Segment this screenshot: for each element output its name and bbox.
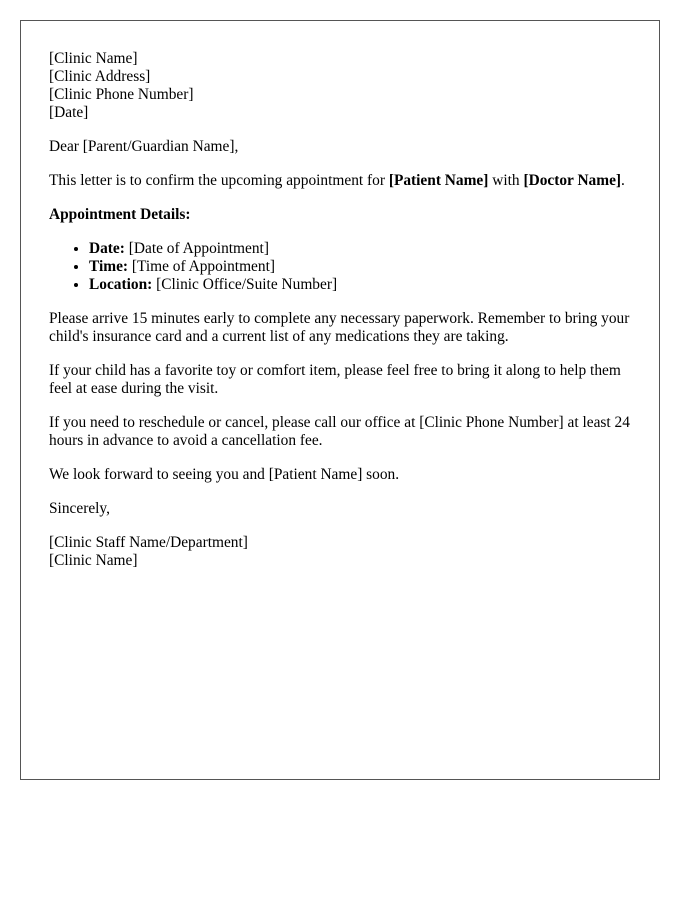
details-value: [Time of Appointment]	[128, 258, 275, 275]
intro-doctor-name: [Doctor Name]	[523, 172, 622, 189]
salutation: Dear [Parent/Guardian Name],	[49, 138, 239, 155]
details-value: [Clinic Office/Suite Number]	[152, 276, 338, 293]
reschedule-paragraph: If you need to reschedule or cancel, please call our office at [Clinic Phone Number] at least 24 hours in advance to avoid a cancellation fee.	[49, 414, 630, 449]
signature-block	[49, 534, 631, 570]
details-heading	[49, 206, 631, 224]
signoff-clinic-name: [Clinic Name]	[49, 552, 138, 569]
details-item-location	[89, 276, 631, 294]
clinic-address: [Clinic Address]	[49, 68, 151, 85]
letter-page	[20, 20, 660, 780]
details-item-time	[89, 258, 631, 276]
intro-patient-name: [Patient Name]	[388, 172, 489, 189]
details-value: [Date of Appointment]	[124, 240, 269, 257]
details-label: Location:	[89, 276, 153, 293]
details-item-date	[89, 240, 631, 258]
clinic-name: [Clinic Name]	[49, 50, 138, 67]
comfort-paragraph: If your child has a favorite toy or comfort item, please feel free to bring it along to help them feel at ease during the visit.	[49, 362, 621, 397]
letter-date: [Date]	[49, 104, 89, 121]
clinic-phone: [Clinic Phone Number]	[49, 86, 194, 103]
details-heading-text: Appointment Details:	[49, 206, 191, 223]
staff-name: [Clinic Staff Name/Department]	[49, 534, 248, 551]
intro-suffix: .	[621, 172, 625, 189]
intro-prefix: This letter is to confirm the upcoming appointment for	[49, 172, 389, 189]
closing-paragraph: We look forward to seeing you and [Patient Name] soon.	[49, 466, 400, 483]
valediction: Sincerely,	[49, 500, 110, 517]
details-label: Date:	[89, 240, 125, 257]
details-list	[49, 240, 631, 294]
intro-middle: with	[488, 172, 524, 189]
intro-paragraph	[49, 172, 631, 190]
arrival-paragraph: Please arrive 15 minutes early to complete any necessary paperwork. Remember to bring your child's insurance card and a current list of any medications they are taking.	[49, 310, 630, 345]
details-label: Time:	[89, 258, 129, 275]
letter-header	[49, 50, 631, 122]
